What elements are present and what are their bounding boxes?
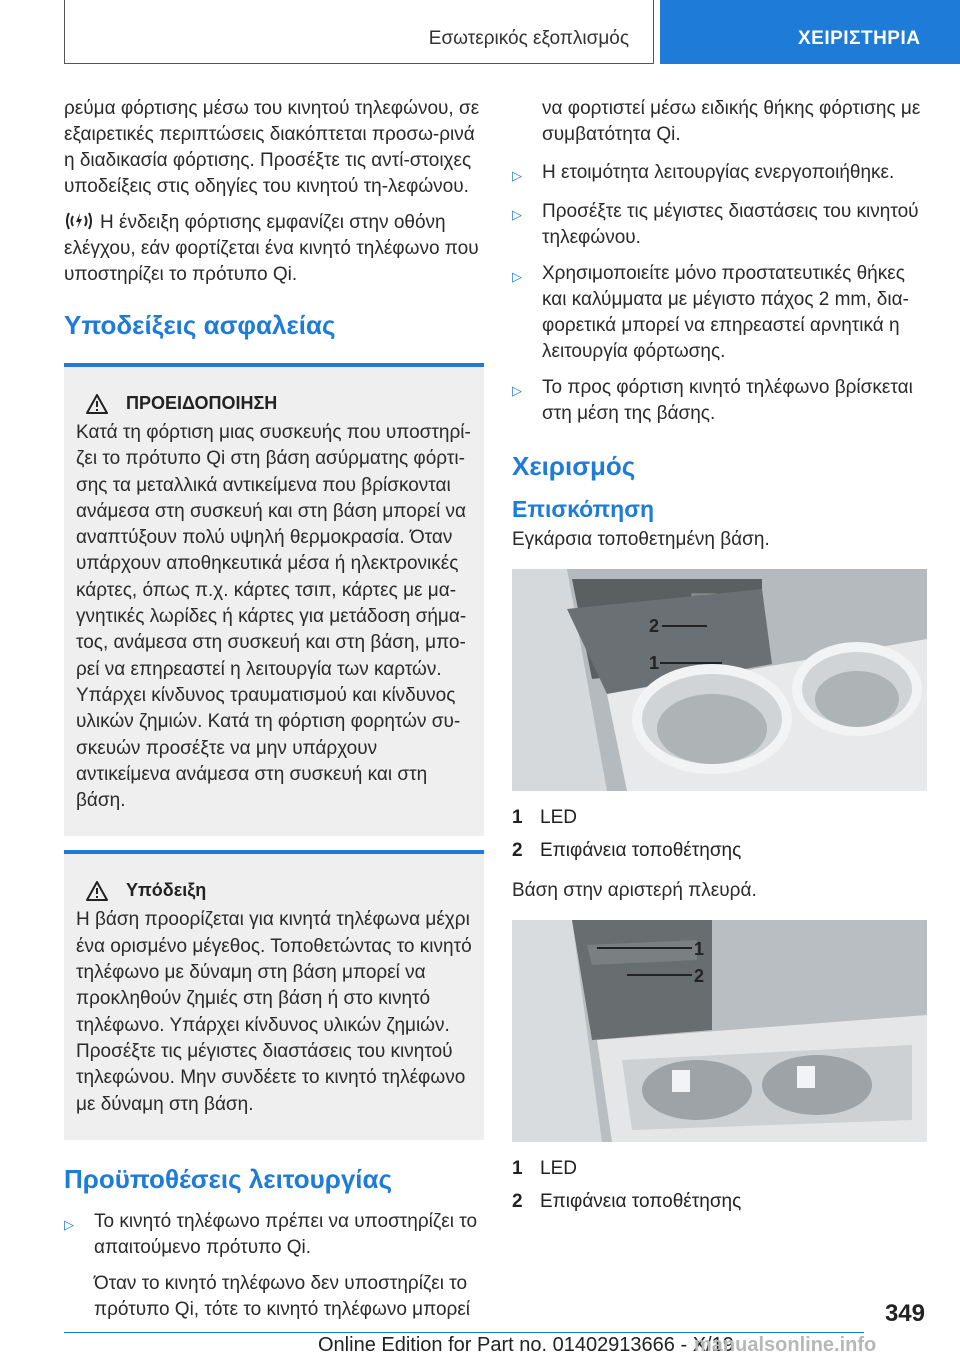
continuation-paragraph: να φορτιστεί μέσω ειδικής θήκης φόρτισης με συμβατότητα Qi. [542,98,921,145]
photo-left-side-drawing [512,920,927,1142]
warning-box [64,363,484,836]
legend-row [512,1189,927,1215]
bullet-item [64,1209,484,1261]
prereq-heading: Προϋποθέσεις λειτουργίας [64,1163,393,1194]
warning-text: Κατά τη φόρτιση μιας συσκευής που υποστηρί-ζει το πρότυπο Qi στη βάση ασύρματης φόρτι-σης τα μεταλλικά αντικείμενα που βρίσκονται ανάμεσα στη συσκευή και στη βάση μπορεί να αναπτύξουν πολύ υψηλή θερμοκρασία. Όταν υπάρχουν αποθηκευτικά μέσα ή ηλεκτρονικές κάρτες, όπως π.χ. κάρτες τσιπ, κάρτες με μα-γνητικές λωρίδες ή κάρτες για μετάδοση σήμα-τος, ανάμεσα στη συσκευή και στη βάση, μπο-ρεί να επηρεαστεί η λειτουργία των καρτών. Υπάρχει κίνδυνος τραυματισμού και κίνδυνος υλικών ζημιών. Κατά τη φόρτιση φορητών συ-σκευών προσέξτε να μην υπάρχουν αντικείμενα ανάμεσα στη συσκευή και στη βάση. [76,422,471,812]
legend-row [512,1156,927,1182]
bullet-continuation: Όταν το κινητό τηλέφωνο δεν υποστηρίζει το πρότυπο Qi, τότε το κινητό τηλέφωνο μπορεί [94,1272,471,1320]
legend-label: LED [540,807,577,828]
intro-paragraph: ρεύμα φόρτισης μέσω του κινητού τηλεφώνου, σε εξαιρετικές περιπτώσεις διακόπτεται προσω-ρινά η διαδικασία φόρτισης. Προσέξτε τις αντί-στοιχες υποδείξεις στις οδηγίες του κινητού τη-λεφώνου. [64,98,480,197]
header-chapter-title: ΧΕΙΡΙΣΤΗΡΙΑ [798,28,921,49]
watermark-logo: manualsonline.info [694,1334,877,1356]
notice-title: Υπόδειξη [126,880,207,901]
legend-number: 1 [512,1158,523,1179]
legend-row [512,805,927,831]
header-section-box [64,0,654,64]
photo1-label-a: 2 [649,616,660,636]
bullet-text: Προσέξτε τις μέγιστες διαστάσεις του κινητού τηλεφώνου. [542,201,919,248]
right-column [512,96,927,1222]
warning-triangle-icon [86,394,108,414]
header-section-title: Εσωτερικός εξοπλισμός [428,28,629,49]
bullet-item [512,375,927,427]
wireless-charging-icon [64,210,94,232]
legend-label: Επιφάνεια τοποθέτησης [540,840,742,861]
bullet-triangle-icon: ▷ [512,168,522,183]
page-header [0,0,960,64]
bullet-text: Το κινητό τηλέφωνο πρέπει να υποστηρίζει το απαιτούμενο πρότυπο Qi. [94,1210,478,1258]
bullet-triangle-icon: ▷ [512,383,522,398]
footer-divider [64,1332,864,1333]
operation-heading: Χειρισμός [512,451,636,481]
notice-title-row [76,880,472,901]
safety-heading: Υποδείξεις ασφαλείας [64,310,336,340]
left-column [64,96,484,1331]
photo-transverse-drawing [512,569,927,791]
warning-title: ΠΡΟΕΙΔΟΠΟΙΗΣΗ [126,393,278,413]
page-number: 349 [884,1300,925,1327]
bullet-triangle-icon: ▷ [512,207,522,222]
photo1-label-b: 1 [649,653,660,673]
indicator-paragraph [64,210,484,288]
bullet-item [512,199,927,251]
photo2-label-b: 2 [694,966,705,986]
legend-number: 1 [512,807,523,828]
notice-box [64,850,484,1139]
legend-number: 2 [512,1191,523,1212]
caption-transverse: Εγκάρσια τοποθετημένη βάση. [512,529,770,550]
notice-text: Η βάση προορίζεται για κινητά τηλέφωνα μέχρι ένα ορισμένο μέγεθος. Τοποθετώντας το κινητό τηλέφωνο με δύναμη στη βάση μπορεί να προκληθούν ζημιές στη βάση ή στο κινητό τηλέφωνο. Υπάρχει κίνδυνος υλικών ζημιών. Προσέξτε τις μέγιστες διαστάσεις του κινητού τηλεφώνου. Μην συνδέετε το κινητό τηλέφωνο με δύναμη στη βάση. [76,909,472,1115]
bullet-text: Χρησιμοποιείτε μόνο προστατευτικές θήκες και καλύμματα με μέγιστο πάχος 2 mm, δια-φορετικά μπορεί να επηρεαστεί αρνητικά η λειτουργία φόρτωσης. [542,263,909,362]
footer-edition: Online Edition for Part no. 01402913666 - X/19 [318,1334,734,1356]
bullet-text: Το προς φόρτιση κινητό τηλέφωνο βρίσκεται στη μέση της βάσης. [542,377,913,424]
legend-number: 2 [512,840,523,861]
notice-triangle-icon [86,881,108,901]
bullet-text: Η ετοιμότητα λειτουργίας ενεργοποιήθηκε. [542,162,895,183]
caption-left-side: Βάση στην αριστερή πλευρά. [512,880,757,901]
photo-transverse-holder [512,569,927,791]
bullet-triangle-icon: ▷ [512,269,522,284]
bullet-item [512,261,927,365]
indicator-text: Η ένδειξη φόρτισης εμφανίζει στην οθόνη ελέγχου, εάν φορτίζεται ένα κινητό τηλέφωνο που υποστηρίζει το πρότυπο Qi. [64,212,479,285]
legend-row [512,838,927,864]
legend-label: Επιφάνεια τοποθέτησης [540,1191,742,1212]
bullet-triangle-icon: ▷ [64,1216,74,1232]
photo-left-side-holder [512,920,927,1142]
photo2-label-a: 1 [694,939,705,959]
legend-label: LED [540,1158,577,1179]
header-chapter-tab [660,0,960,64]
overview-heading: Επισκόπηση [512,496,654,522]
bullet-item [512,160,927,189]
warning-title-row [76,393,472,414]
